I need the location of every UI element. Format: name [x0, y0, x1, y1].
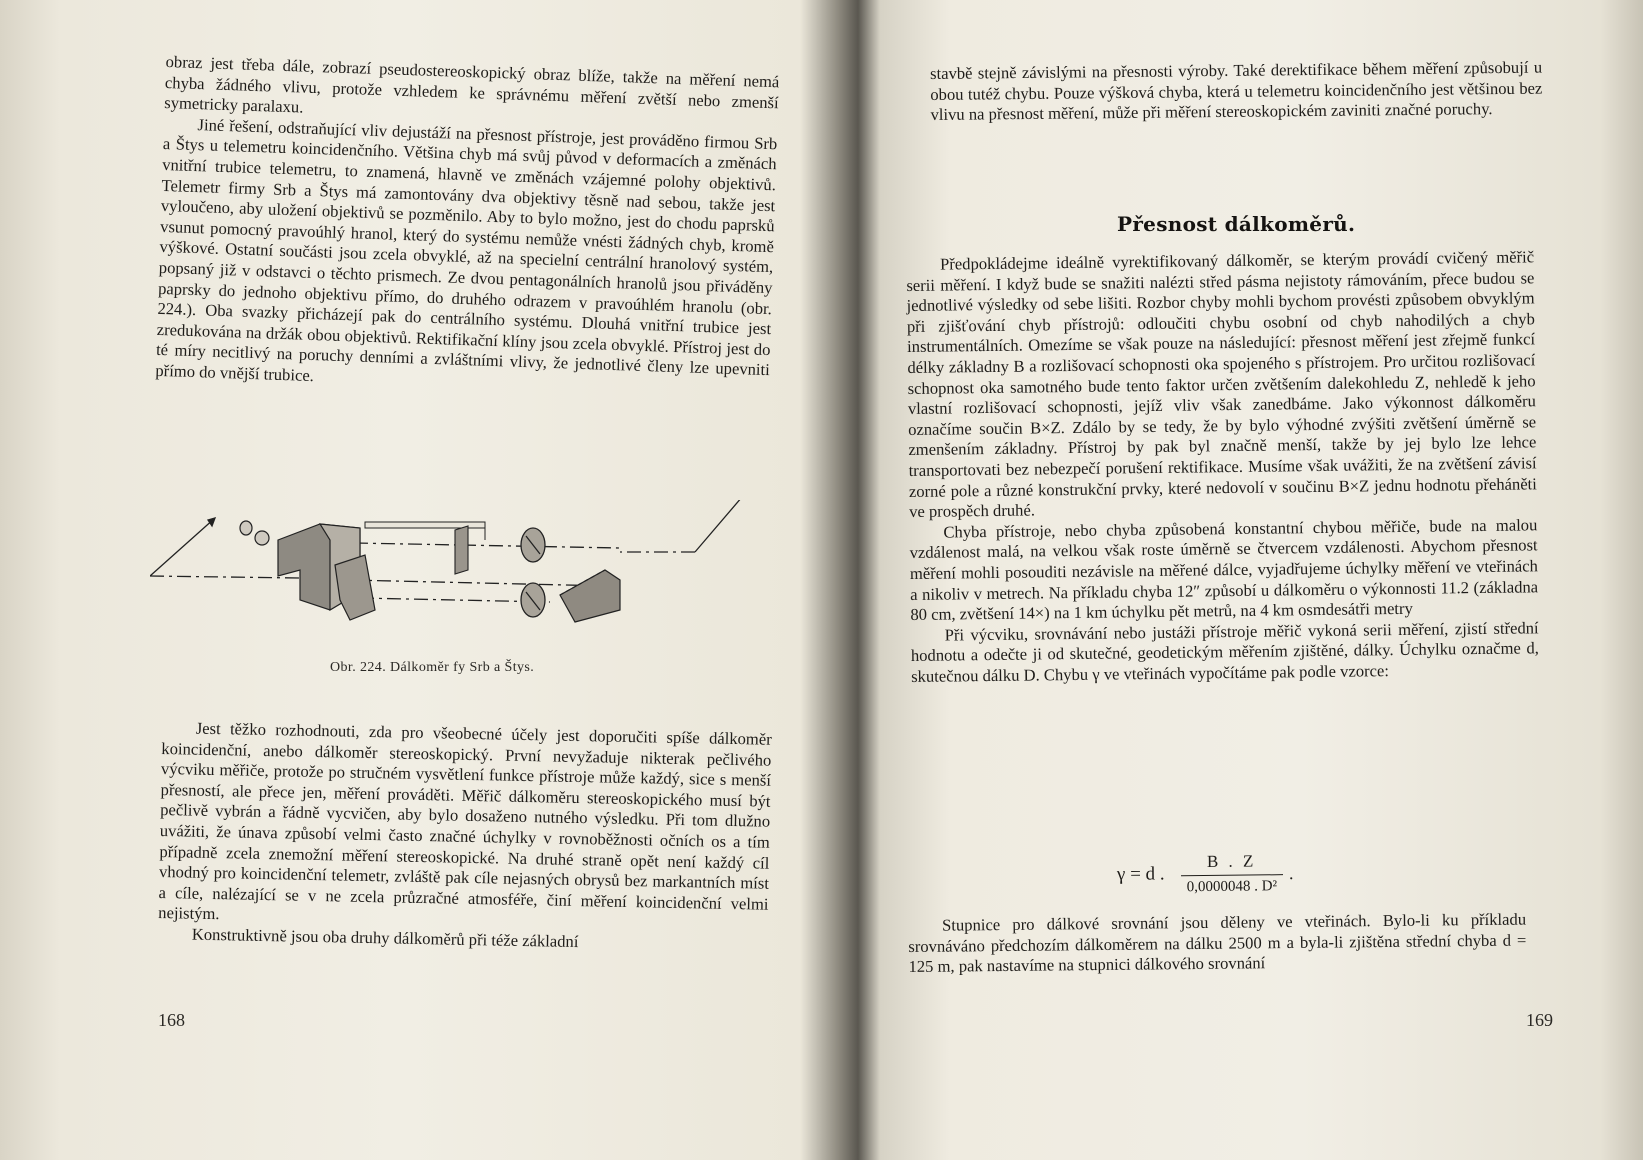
paragraph: Konstruktivně jsou oba druhy dálkoměrů při téže základní: [191, 924, 579, 951]
page-number: 169: [1526, 1010, 1553, 1030]
rangefinder-diagram: [150, 500, 790, 660]
paragraph: Předpokládejme ideálně vyrektifikovaný dálkoměr, se kterým provádí cvičený měřič serii měření. I když bude se snažiti nalézti střed pásma nejistoty rámováním, přece budou se jednotlivé výsledky od sebe lišiti. Rozbor chyby mohli bychom provésti způsobem obvyklým při zjišťování chyb přístrojů: odloučiti chybu osobní od chyb nahodilých a chyb instrumentálních. Omezíme se však pouze na následující: přesnost měření jest zřejmě funkcí délky základny B a rozlišovací schopnosti oka spojeného s přístrojem. Pro určitou rozlišovací schopnost oka samotného bude tento faktor určen zvětšením dalekohledu Z, nehledě k jeho vlastní rozlišovací schopnosti, jejíž vliv však zanedbáme. Jako výkonnost dálkoměru označíme součin B×Z. Zdálo by se tedy, že by bylo výhodné zvýšiti zvětšení úměrně se zmenšením základny. Přístroj by pak byl značně menší, takže by jej bylo lze lehce transportovati bez nebezpečí porušení rektifikace. Musíme však uvážiti, že na zvětšení závisí zorné pole a různé konstrukční prvky, které nedovolí v součinu B×Z jednu hodnotu přeháněti ve prospěch druhé.: [906, 247, 1537, 522]
right-page: [862, 0, 1643, 1160]
right-top-text: [930, 58, 1543, 126]
axis-line-middle: [350, 580, 610, 586]
right-body-text: [906, 247, 1539, 687]
paragraph: stavbě stejně závislými na přesnosti výroby. Také derektifikace během měření způsobují u obou tutéž chybu. Pouze výšková chyba, která u telemetru koincidenčního jest většinou bez vlivu na přesnost měření, může při měření stereoskopickém zaviniti značné poruchy.: [930, 57, 1543, 125]
right-closing-text: [908, 910, 1527, 978]
formula-trailing: .: [1288, 862, 1294, 883]
wedge-plate: [455, 526, 468, 574]
paragraph: Jiné řešení, odstraňující vliv dejustáží na přesnost přístroje, jest prováděno firmou Srb a Štys u telemetru koincidenčního. Většina chyb má svůj původ v deformacích a změnách vnitřní trubice telemetru, to znamená, hlavně ve změnách vzájemné polohy objektivů. Telemetr firmy Srb a Štys má zamontovány dva objektivy těsně nad sebou, takže jest vyloučeno, aby uložení objektivů se pozměnilo. Aby to bylo možno, jest do chodu paprsků vsunut pomocný pravoúhlý hranol, který do systému nemůže vnésti žádných chyb, kromě výškové. Ostatní součásti jsou zcela obvyklé, až na specielní centrální hranolový systém, popsaný již v odstavci o těchto prismech. Ze dvou pentagonálních hranolů jsou přiváděny paprsky do jednoho objektivu přímo, do druhého odrazem v pravoúhlém hranolu (obr. 224.). Oba svazky přicházejí pak do centrálního systému. Dlouhá vnitřní trubice jest zredukována na držák obou objektivů. Rektifikační klíny jsou zcela obvyklé. Přístroj jest do té míry necitlivý na poruchy denními a zvláštními vlivy, že jednotlivé členy lze upevniti přímo do vnější trubice.: [155, 114, 778, 385]
paragraph: obraz jest třeba dále, zobrazí pseudostereoskopický obraz blíže, takže na měření nemá chyba žádného vlivu, protože vzhledem ke správnému měření zvětší nebo zmenší symetricky paralaxu.: [164, 52, 780, 117]
left-top-text: [155, 52, 780, 402]
formula-denominator: 0,0000048 . D²: [1181, 874, 1284, 896]
formula-numerator: B . Z: [1206, 851, 1257, 871]
ray-arrow-left: [208, 518, 215, 526]
paragraph: Chyba přístroje, nebo chyba způsobená konstantní chybou měřiče, bude na malou vzdálenost malá, na velkou však roste úměrně se čtvercem vzdálenosti. Abychom přesnost měření mohli posouditi nezávisle na měřené dálce, vyjadřujeme úchylky měření ve vteřinách a nikoliv v metrech. Na příkladu chyba 12″ způsobí u dálkoměru o výkonnosti 11.2 (základna 80 cm, zvětšení 14×) na 1 km úchylku pět metrů, na 4 km osmdesátři metry: [909, 515, 1539, 625]
error-formula: [1117, 851, 1294, 897]
paragraph: Jest těžko rozhodnouti, zda pro všeobecné účely jest doporučiti spíše dálkoměr koincidenční, anebo dálkoměr stereoskopický. První nevyžaduje nikterak pečlivého výcviku měřiče, protože po stručném vysvětlení funkce přístroje může každý, sice s menší přesností, ale přece jen, měření prováděti. Měřič dálkoměru stereoskopického musí být pečlivě vybrán a řádně vycvičen, aby bylo dosaženo nutného výsledku. Při tom dlužno uvážiti, že únava způsobí velmi často značné úchylky v rovnoběžnosti očních os a tím případně zcela znemožní měření stereoskopické. Na druhé straně opět není každý cíl vhodný pro koincidenční telemetr, zvláště pak cíle nejasných obrysů bez markantních míst a cíle, nalézající se v ne zcela průzračné atmosféře, činí měření koincidenční velmi nejistým.: [158, 718, 772, 924]
end-prism: [560, 570, 620, 622]
page-number: 168: [158, 1010, 185, 1030]
right-angle-prism: [335, 555, 375, 620]
eyepiece-lens: [240, 521, 252, 535]
formula-lhs: γ = d .: [1116, 863, 1165, 885]
paragraph: Stupnice pro dálkové srovnání jsou děleny ve vteřinách. Bylo-li ku příkladu srovnáváno předchozím dálkoměrem na dálku 2500 m a byla-li zjištěna střední chyba d = 125 m, pak nastavíme na stupnici dálkového srovnání: [908, 909, 1527, 977]
incoming-ray-right: [695, 500, 748, 552]
section-heading: Přesnost dálkoměrů.: [1117, 212, 1356, 236]
paragraph: Při výcviku, srovnávání nebo justáži přístroje měřič vykoná serii měření, zjistí střední hodnotu a odečte ji od skutečné, geodetickým měřením zjištěné, dálky. Úchylku označme d, skutečnou dálku D. Chybu γ ve vteřinách vypočítáme pak podle vzorce:: [910, 617, 1539, 686]
left-bottom-text: [158, 718, 772, 956]
formula-fraction: [1180, 851, 1283, 896]
figure-caption: Obr. 224. Dálkoměr fy Srb a Štys.: [330, 660, 535, 675]
incoming-ray-left: [150, 518, 215, 576]
eyepiece-lens: [255, 531, 269, 545]
